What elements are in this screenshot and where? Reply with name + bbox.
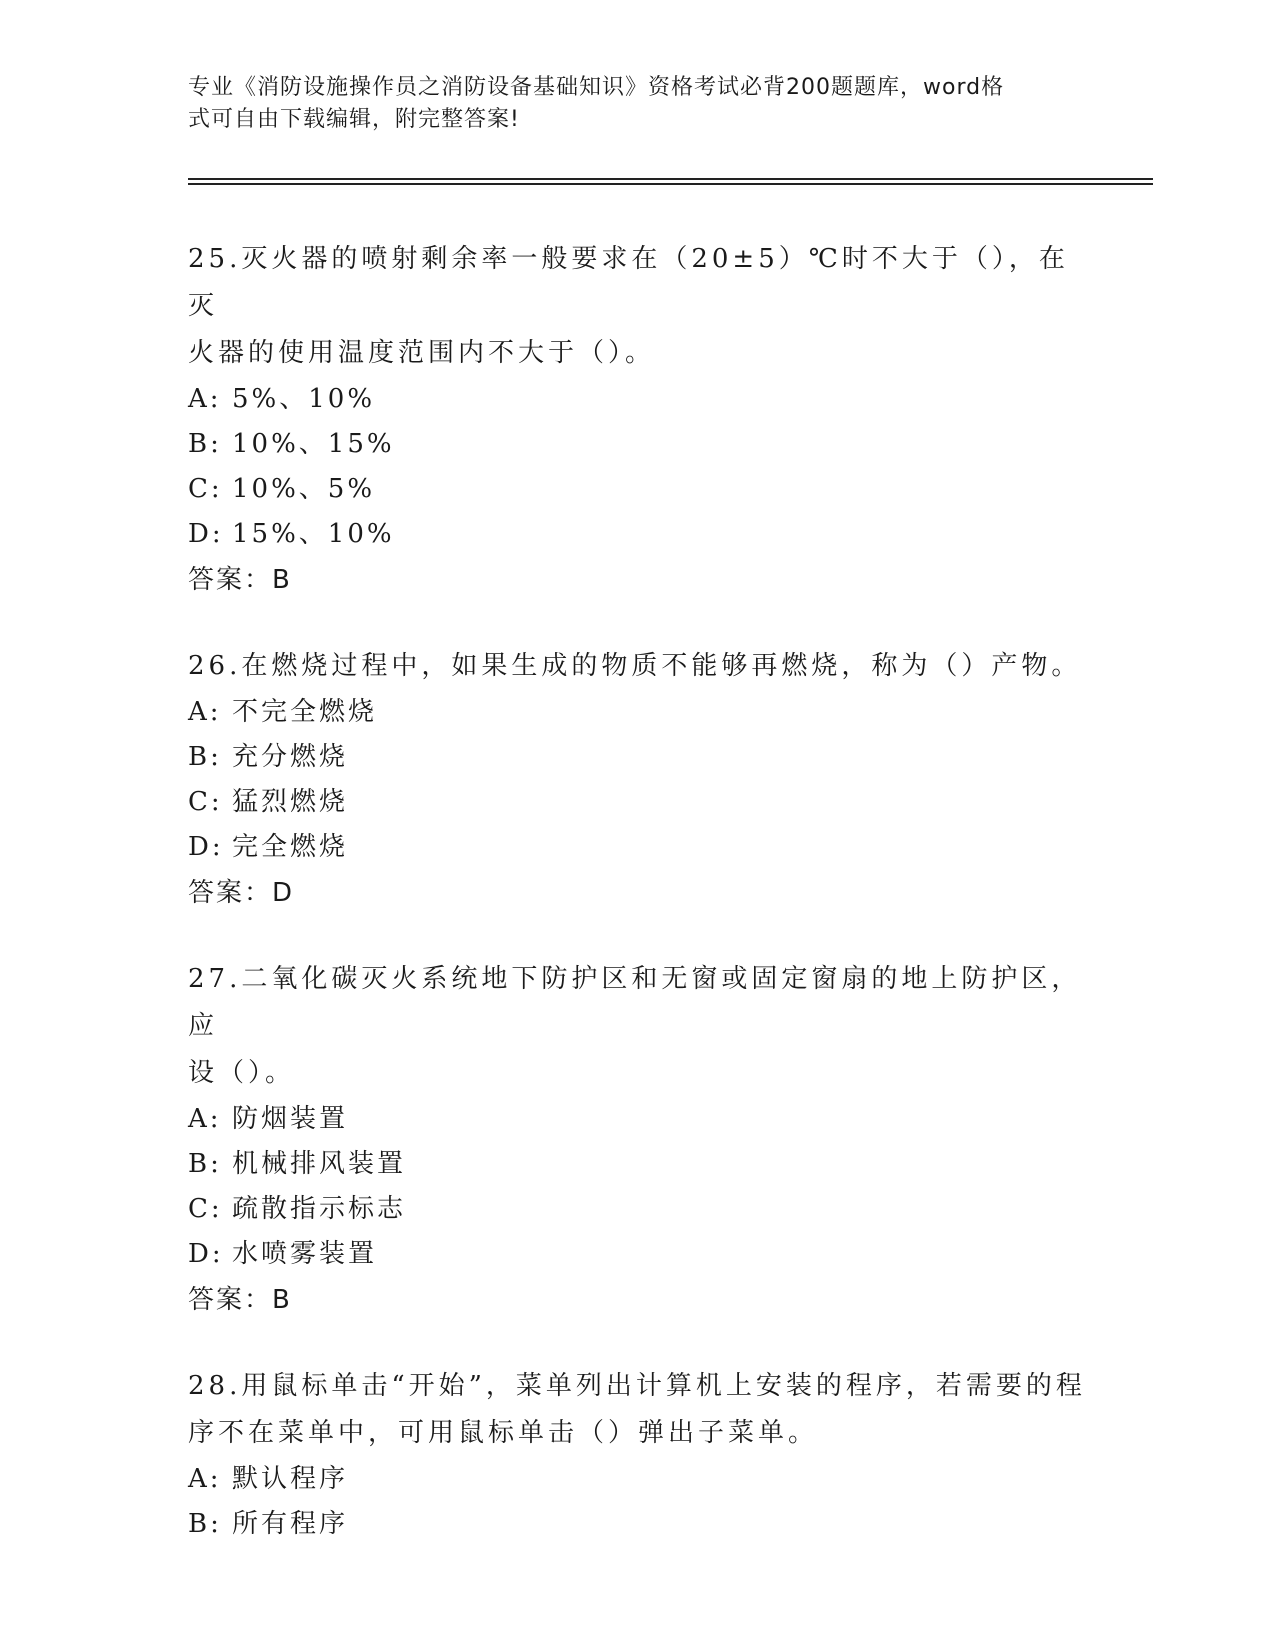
option-letter: C: <box>188 787 223 817</box>
option-a <box>188 1457 1088 1502</box>
option-b <box>188 422 1088 467</box>
option-d <box>188 1232 1088 1277</box>
option-letter: C: <box>188 474 223 504</box>
option-text: 充分燃烧 <box>232 742 349 772</box>
question-stem-line: 26.在燃烧过程中，如果生成的物质不能够再燃烧，称为（）产物。 <box>188 651 1082 681</box>
option-letter: B: <box>188 1149 222 1179</box>
question-25 <box>188 236 1088 603</box>
option-text: 默认程序 <box>232 1464 349 1494</box>
question-stem-line: 27.二氧化碳灭火系统地下防护区和无窗或固定窗扇的地上防护区，应 <box>188 964 1082 1041</box>
option-c <box>188 780 1088 825</box>
option-b <box>188 1502 1088 1547</box>
option-text: 水喷雾装置 <box>232 1239 378 1269</box>
question-stem-line: 序不在菜单中，可用鼠标单击（）弹出子菜单。 <box>188 1418 819 1448</box>
question-stem-line: 28.用鼠标单击“开始”，菜单列出计算机上安装的程序，若需要的程 <box>188 1371 1086 1401</box>
option-letter: A: <box>188 697 222 727</box>
option-c <box>188 467 1088 512</box>
answer-line: 答案：D <box>188 878 295 908</box>
question-stem-line: 设（）。 <box>188 1058 296 1088</box>
option-d <box>188 512 1088 557</box>
answer-line: 答案：B <box>188 1285 292 1315</box>
option-text: 5%、10% <box>232 384 376 414</box>
question-list <box>188 236 1088 1587</box>
option-text: 猛烈燃烧 <box>232 787 349 817</box>
option-text: 10%、15% <box>232 429 395 459</box>
header-divider <box>188 183 1153 185</box>
header-divider <box>188 178 1153 180</box>
question-stem-line: 25.灭火器的喷射剩余率一般要求在（20±5）℃时不大于（），在灭 <box>188 244 1069 321</box>
option-letter: D: <box>188 1239 224 1269</box>
option-c <box>188 1187 1088 1232</box>
option-text: 15%、10% <box>232 519 395 549</box>
option-letter: B: <box>188 742 222 772</box>
option-b <box>188 1142 1088 1187</box>
option-letter: A: <box>188 1104 222 1134</box>
option-letter: B: <box>188 1509 222 1539</box>
answer-line: 答案：B <box>188 565 292 595</box>
option-text: 完全燃烧 <box>232 832 349 862</box>
option-b <box>188 735 1088 780</box>
option-text: 防烟装置 <box>232 1104 349 1134</box>
option-letter: C: <box>188 1194 223 1224</box>
option-letter: B: <box>188 429 222 459</box>
option-text: 疏散指示标志 <box>232 1194 407 1224</box>
option-text: 所有程序 <box>232 1509 349 1539</box>
option-d <box>188 825 1088 870</box>
document-header <box>188 72 1068 136</box>
question-26 <box>188 643 1088 916</box>
option-letter: D: <box>188 832 224 862</box>
option-text: 不完全燃烧 <box>232 697 378 727</box>
option-text: 10%、5% <box>232 474 376 504</box>
header-line: 专业《消防设施操作员之消防设备基础知识》资格考试必背200题题库，word格 <box>188 75 1005 100</box>
option-a <box>188 690 1088 735</box>
question-stem-line: 火器的使用温度范围内不大于（）。 <box>188 338 656 368</box>
option-a <box>188 1097 1088 1142</box>
option-text: 机械排风装置 <box>232 1149 407 1179</box>
question-27 <box>188 956 1088 1323</box>
header-line: 式可自由下载编辑，附完整答案! <box>188 107 520 132</box>
option-letter: D: <box>188 519 224 549</box>
option-letter: A: <box>188 384 222 414</box>
question-28 <box>188 1363 1088 1547</box>
option-a <box>188 377 1088 422</box>
option-letter: A: <box>188 1464 222 1494</box>
